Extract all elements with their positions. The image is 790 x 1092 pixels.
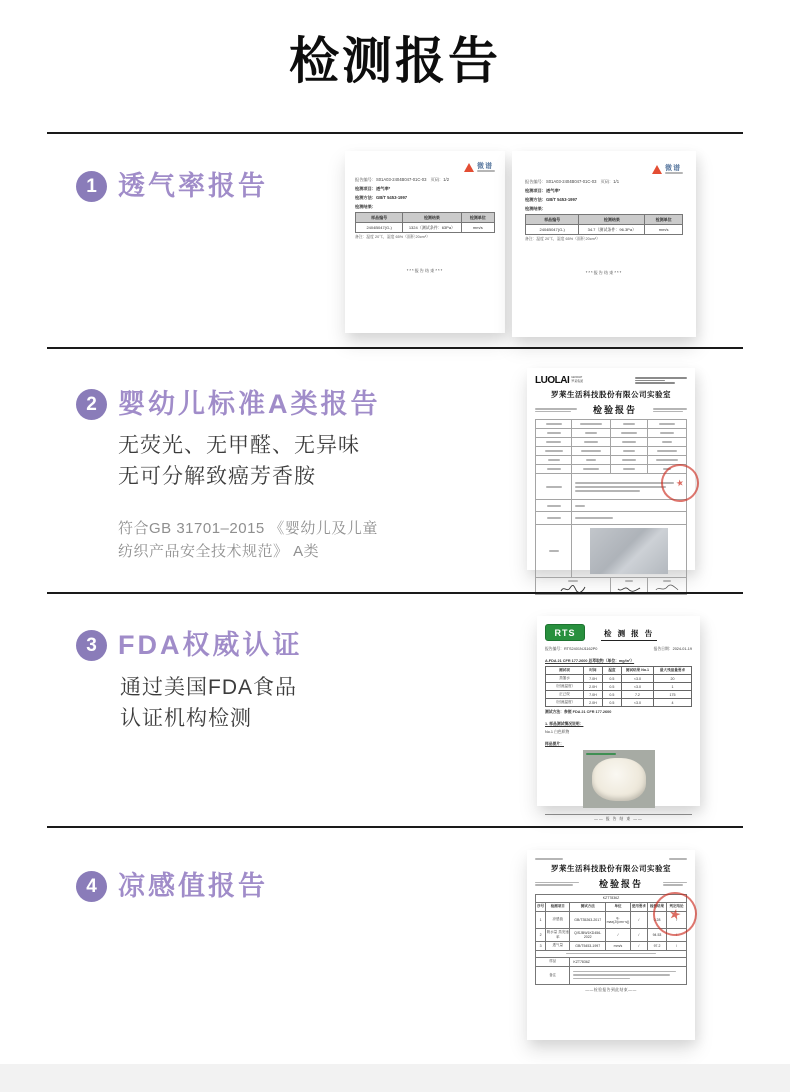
- section-2-title: 婴幼儿标准A类报告: [118, 389, 381, 419]
- table-cell: /: [666, 941, 686, 950]
- remark-label: 备注: [536, 966, 570, 984]
- weipu-logo: [525, 162, 683, 176]
- table-cell: 97.2: [648, 941, 667, 950]
- section-1-number: 1: [86, 175, 97, 197]
- rts-logo-text: RTS: [554, 627, 576, 638]
- table-cell: q-max(J/(cm²·s)): [606, 911, 631, 928]
- section-2-number: 2: [86, 393, 97, 415]
- section-2-note2: 纺织产品安全技术规范》 A类: [118, 543, 320, 560]
- report-note: 备注：温度 20℃，湿度 65%（面积 20cm²）: [355, 235, 430, 239]
- section-3-title: FDA权威认证: [118, 630, 303, 660]
- table-cell: mm/s: [461, 223, 494, 233]
- table-cell: <3.0: [621, 699, 653, 707]
- sample-note-line: No.1 白色织物: [545, 730, 570, 734]
- table-cell: /: [666, 911, 686, 928]
- section-3-number: 3: [86, 634, 97, 656]
- redacted-text-bar: [573, 971, 676, 973]
- weipu-logo-text: 微谱: [477, 162, 493, 170]
- table-cell: 34.7（测试条件：96.3Pa）: [579, 225, 645, 235]
- section-4-title: 凉感值报告: [118, 871, 268, 901]
- result-table: [355, 212, 495, 233]
- sample-photo: [590, 528, 668, 574]
- report-end-text: ——检验报告到此结束——: [585, 987, 637, 992]
- redacted-text-bar: [535, 884, 573, 886]
- test-item: 检测项目：透气率*: [525, 188, 561, 193]
- photo-label-bar: [586, 753, 616, 755]
- report-end-text: —— 报 告 结 束 ——: [545, 814, 692, 822]
- table-cell: /: [666, 928, 686, 941]
- col-header: 测试结果 No.1: [621, 667, 653, 675]
- weipu-triangle-icon: [652, 165, 662, 174]
- redacted-text-bar: [535, 408, 577, 410]
- weipu-logo: [355, 160, 495, 174]
- redacted-text-bar: [669, 858, 687, 860]
- section-1-title: 透气率报告: [118, 171, 268, 201]
- sample-label: 样品: [536, 957, 570, 966]
- report-date: 报告日期：2024-01-19: [653, 647, 692, 651]
- col-header: 测试方法: [570, 902, 606, 911]
- table-cell: 7.0H: [583, 675, 602, 683]
- sample-note-label: 1. 样品测试情况说明：: [545, 722, 584, 726]
- col-header: 检测结果: [648, 902, 667, 911]
- redacted-text-bar: [573, 974, 669, 976]
- table-cell: 0.5: [602, 699, 621, 707]
- table-cell: /: [630, 941, 647, 950]
- redacted-text-bar: [665, 172, 683, 174]
- col-header: 测试项: [546, 667, 584, 675]
- table-cell: 7.2: [621, 691, 653, 699]
- table-cell: 7.0H: [583, 691, 602, 699]
- table-cell: Q/SJBW1KD456-2022: [570, 928, 606, 941]
- table-cell: 2.0H: [583, 699, 602, 707]
- col-header: 时间: [583, 667, 602, 675]
- col-header: 样品编号: [356, 213, 403, 223]
- table-cell: （回流温度）: [546, 683, 584, 691]
- report-title: 检验报告: [592, 405, 637, 415]
- redacted-text-bar: [663, 884, 683, 886]
- col-header: 检测单位: [461, 213, 494, 223]
- fabric-sample-blob: [592, 758, 646, 801]
- col-header: 判定结论: [666, 902, 686, 911]
- table-cell: 透气量: [546, 941, 570, 950]
- col-header: 温度: [602, 667, 621, 675]
- certificate-air-permeability-1: [345, 151, 505, 333]
- section-3-badge: [76, 630, 107, 661]
- table-cell: GB/T5453-1997: [570, 941, 606, 950]
- weipu-logo-text: 微谱: [665, 164, 681, 172]
- table-cell: 蒸馏水: [546, 675, 584, 683]
- col-header: 样品编号: [526, 215, 579, 225]
- sample-value: KZT7836Z: [570, 957, 687, 966]
- sample-number: KZT7836Z: [536, 894, 687, 902]
- table-cell: 2: [536, 928, 546, 941]
- sample-photo-label: 样品图片：: [545, 742, 564, 746]
- bottom-gray-bar: [0, 1064, 790, 1092]
- report-title: 检 测 报 告: [601, 628, 657, 641]
- rts-logo: [545, 624, 585, 641]
- table-cell: 正己烷: [546, 691, 584, 699]
- col-header: 检测结果: [403, 213, 461, 223]
- luolai-logo-sub2: 罗莱集团: [571, 378, 584, 383]
- redacted-text-bar: [535, 882, 579, 884]
- col-header: 单位: [606, 902, 631, 911]
- lab-name: 罗莱生活科技股份有限公司实验室: [551, 863, 671, 873]
- result-table: [525, 214, 683, 235]
- page-title: 检测报告: [289, 33, 501, 89]
- table-cell: 1: [654, 683, 692, 691]
- fda-result-table: [545, 666, 692, 707]
- report-note: 备注：温度 20℃，湿度 65%（面积 20cm²）: [525, 237, 600, 241]
- result-label: 检测结果：: [355, 204, 376, 209]
- divider: [47, 592, 743, 594]
- table-cell: 凉感值: [546, 911, 570, 928]
- section-3-line1: 通过美国FDA食品: [120, 676, 297, 699]
- col-header: 最大残留量要求: [654, 667, 692, 675]
- table-cell: 吸水量 蒸发速率: [546, 928, 570, 941]
- table-cell: /: [630, 911, 647, 928]
- report-end-text: ***报告结束***: [585, 270, 623, 275]
- table-cell: GB/T35263-2017: [570, 911, 606, 928]
- test-method: 检测方法：GB/T 5453-1997: [355, 195, 408, 200]
- test-method-label: 测试方法：参照 FDA 21 CFR 177.2600: [545, 710, 612, 714]
- section-1-badge: [76, 171, 107, 202]
- table-cell: 94.53: [648, 928, 667, 941]
- table-cell: <3.0: [621, 683, 653, 691]
- table-cell: 0.5: [602, 675, 621, 683]
- redacted-text-bar: [663, 882, 687, 884]
- redacted-text-bar: [653, 408, 687, 410]
- col-header: 序号: [536, 902, 546, 911]
- redacted-text-bar: [573, 978, 630, 980]
- redacted-text-bar: [535, 858, 563, 860]
- table-cell: /: [606, 928, 631, 941]
- result-label: 检测结果：: [525, 206, 546, 211]
- table-cell: 175: [654, 691, 692, 699]
- table-cell: 1324（测试条件：63Pa）: [403, 223, 461, 233]
- divider: [47, 826, 743, 828]
- table-cell: 1: [536, 911, 546, 928]
- weipu-triangle-icon: [464, 163, 474, 172]
- table-cell: 3: [536, 941, 546, 950]
- report-number: 报告编号：S01A03-2404B047-01C-03 页码：1/1: [525, 179, 620, 184]
- redacted-text-bar: [653, 411, 683, 413]
- col-header: 检测单位: [645, 215, 683, 225]
- report-table: [535, 419, 687, 595]
- col-header: 使用要求: [630, 902, 647, 911]
- table-cell: /: [630, 928, 647, 941]
- report-number: 报告编号：RTS2401NJ1162P0: [545, 647, 598, 651]
- redacted-text-bar: [535, 411, 571, 413]
- table-cell: 2.0H: [583, 683, 602, 691]
- test-item: 检测项目：透气率*: [355, 186, 391, 191]
- divider: [47, 347, 743, 349]
- table-cell: mm/s: [606, 941, 631, 950]
- table-cell: 0.28: [648, 911, 667, 928]
- sample-photo: [583, 750, 655, 808]
- redacted-text-bar: [477, 170, 495, 172]
- test-method: 检测方法：GB/T 5453-1997: [525, 197, 578, 202]
- table-cell: 4: [654, 699, 692, 707]
- section-3-line2: 认证机构检测: [120, 707, 252, 730]
- col-header: 检测结果: [579, 215, 645, 225]
- certificate-cooling-value: [527, 850, 695, 1040]
- redacted-address-block: [635, 376, 687, 385]
- section-4-number: 4: [86, 875, 97, 897]
- report-end-text: ***报告结束***: [406, 268, 444, 273]
- luolai-logo-sub1: GROUP: [571, 375, 583, 379]
- lab-name: 罗莱生活科技股份有限公司实验室: [551, 390, 671, 399]
- certificate-fda: [537, 616, 700, 821]
- section-2-line1: 无荧光、无甲醛、无异味: [118, 434, 360, 457]
- section-4-badge: [76, 871, 107, 902]
- col-header: 检测项目: [546, 902, 570, 911]
- luolai-logo-text: LUOLAI: [535, 375, 570, 386]
- table-cell: <3.0: [621, 675, 653, 683]
- certificate-air-permeability-2: [512, 151, 696, 337]
- test-section-label: A.FDA 21 CFR 177.2600 总萃取物（单位：mg/in²）: [545, 659, 635, 663]
- report-title: 检验报告: [598, 878, 643, 889]
- table-cell: mm/s: [645, 225, 683, 235]
- table-cell: 0.5: [602, 691, 621, 699]
- table-cell: （回流温度）: [546, 699, 584, 707]
- section-2-line2: 无可分解致癌芳香胺: [118, 465, 316, 488]
- certificate-class-a: [527, 368, 695, 570]
- redacted-text-bar: [566, 953, 655, 954]
- section-2-note1: 符合GB 31701–2015 《婴幼儿及儿童: [118, 520, 378, 537]
- table-cell: 2404B047(G-): [526, 225, 579, 235]
- table-cell: 2404B047(G-): [356, 223, 403, 233]
- section-2-badge: [76, 389, 107, 420]
- divider: [47, 132, 743, 134]
- table-cell: 20: [654, 675, 692, 683]
- report-number: 报告编号：S01A03-2404B047-01C-03 页码：1/2: [355, 177, 450, 182]
- luolai-logo: [535, 376, 583, 386]
- table-cell: 0.5: [602, 683, 621, 691]
